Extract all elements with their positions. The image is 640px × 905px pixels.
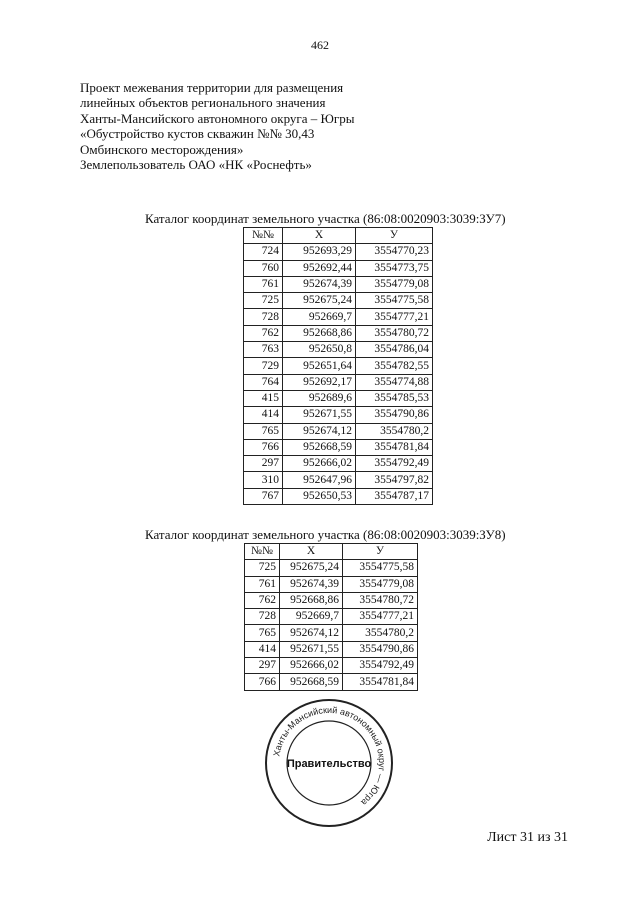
cell-y: 3554782,55 bbox=[356, 358, 433, 374]
cell-point-number: 766 bbox=[244, 439, 283, 455]
table-row bbox=[244, 407, 433, 423]
header-line: Проект межевания территории для размещения bbox=[80, 80, 344, 95]
cell-y: 3554797,82 bbox=[356, 472, 433, 488]
cell-x: 952671,55 bbox=[280, 641, 343, 657]
table-row bbox=[244, 260, 433, 276]
cell-point-number: 760 bbox=[244, 260, 283, 276]
table-header-row bbox=[244, 228, 433, 244]
stamp-center-text: Правительство bbox=[286, 758, 372, 770]
column-header-number: №№ bbox=[244, 228, 283, 244]
table-row bbox=[245, 560, 418, 576]
cell-y: 3554773,75 bbox=[356, 260, 433, 276]
cell-point-number: 765 bbox=[245, 625, 280, 641]
cell-point-number: 414 bbox=[245, 641, 280, 657]
table-row bbox=[244, 488, 433, 504]
cell-x: 952647,96 bbox=[283, 472, 356, 488]
cell-point-number: 310 bbox=[244, 472, 283, 488]
cell-point-number: 764 bbox=[244, 374, 283, 390]
cell-y: 3554780,72 bbox=[356, 325, 433, 341]
cell-x: 952668,59 bbox=[283, 439, 356, 455]
cell-y: 3554777,21 bbox=[343, 609, 418, 625]
cell-x: 952669,7 bbox=[283, 309, 356, 325]
cell-x: 952689,6 bbox=[283, 390, 356, 406]
cell-y: 3554787,17 bbox=[356, 488, 433, 504]
table1-caption: Каталог координат земельного участка (86:08:0020903:3039:ЗУ7) bbox=[145, 211, 506, 226]
table-row bbox=[244, 374, 433, 390]
cell-y: 3554792,49 bbox=[343, 658, 418, 674]
table-row bbox=[244, 309, 433, 325]
table-row bbox=[244, 439, 433, 455]
header-line: «Обустройство кустов скважин №№ 30,43 bbox=[80, 126, 315, 142]
cell-y: 3554779,08 bbox=[343, 576, 418, 592]
header-line: Землепользователь ОАО «НК «Роснефть» bbox=[80, 157, 312, 173]
table-row bbox=[245, 609, 418, 625]
cell-y: 3554775,58 bbox=[356, 293, 433, 309]
sheet-label: Лист 31 из 31 bbox=[487, 830, 568, 845]
table-row bbox=[245, 625, 418, 641]
table-row bbox=[244, 325, 433, 341]
cell-y: 3554780,2 bbox=[343, 625, 418, 641]
cell-point-number: 415 bbox=[244, 390, 283, 406]
table-row bbox=[245, 641, 418, 657]
cell-y: 3554777,21 bbox=[356, 309, 433, 325]
cell-x: 952666,02 bbox=[280, 658, 343, 674]
cell-point-number: 763 bbox=[244, 342, 283, 358]
column-header-x: Х bbox=[280, 544, 343, 560]
table-row bbox=[244, 276, 433, 292]
cell-x: 952669,7 bbox=[280, 609, 343, 625]
cell-y: 3554779,08 bbox=[356, 276, 433, 292]
cell-y: 3554792,49 bbox=[356, 456, 433, 472]
cell-y: 3554785,53 bbox=[356, 390, 433, 406]
table2-caption: Каталог координат земельного участка (86:08:0020903:3039:ЗУ8) bbox=[145, 527, 506, 542]
cell-x: 952671,55 bbox=[283, 407, 356, 423]
cell-point-number: 766 bbox=[245, 674, 280, 690]
cell-point-number: 762 bbox=[245, 592, 280, 608]
table-row bbox=[244, 358, 433, 374]
cell-y: 3554781,84 bbox=[356, 439, 433, 455]
table-row bbox=[245, 576, 418, 592]
cell-point-number: 761 bbox=[245, 576, 280, 592]
cell-x: 952674,39 bbox=[283, 276, 356, 292]
cell-x: 952651,64 bbox=[283, 358, 356, 374]
table-row bbox=[245, 674, 418, 690]
cell-point-number: 725 bbox=[244, 293, 283, 309]
cell-x: 952674,39 bbox=[280, 576, 343, 592]
cell-point-number: 297 bbox=[244, 456, 283, 472]
table-header-row bbox=[245, 544, 418, 560]
cell-x: 952650,53 bbox=[283, 488, 356, 504]
cell-x: 952674,12 bbox=[283, 423, 356, 439]
table-row bbox=[244, 342, 433, 358]
cell-y: 3554780,2 bbox=[356, 423, 433, 439]
cell-y: 3554770,23 bbox=[356, 244, 433, 260]
cell-x: 952668,59 bbox=[280, 674, 343, 690]
cell-y: 3554774,88 bbox=[356, 374, 433, 390]
coordinates-table-zu8 bbox=[244, 543, 418, 691]
header-line: Омбинского месторождения» bbox=[80, 141, 244, 157]
cell-y: 3554781,84 bbox=[343, 674, 418, 690]
cell-point-number: 297 bbox=[245, 658, 280, 674]
column-header-number: №№ bbox=[245, 544, 280, 560]
stamp-ring-text: Ханты-Мансийский автономный округ — Югра bbox=[271, 704, 388, 808]
table-row bbox=[244, 244, 433, 260]
cell-x: 952675,24 bbox=[283, 293, 356, 309]
page-number: 462 bbox=[311, 38, 329, 52]
cell-x: 952674,12 bbox=[280, 625, 343, 641]
table-row bbox=[244, 423, 433, 439]
cell-point-number: 761 bbox=[244, 276, 283, 292]
cell-point-number: 728 bbox=[245, 609, 280, 625]
cell-y: 3554775,58 bbox=[343, 560, 418, 576]
cell-point-number: 767 bbox=[244, 488, 283, 504]
cell-x: 952650,8 bbox=[283, 342, 356, 358]
cell-x: 952693,29 bbox=[283, 244, 356, 260]
cell-x: 952675,24 bbox=[280, 560, 343, 576]
cell-point-number: 729 bbox=[244, 358, 283, 374]
cell-y: 3554786,04 bbox=[356, 342, 433, 358]
cell-point-number: 728 bbox=[244, 309, 283, 325]
header-line: линейных объектов регионального значения bbox=[80, 95, 326, 111]
table-row bbox=[245, 658, 418, 674]
cell-y: 3554780,72 bbox=[343, 592, 418, 608]
cell-x: 952668,86 bbox=[283, 325, 356, 341]
header-line: Ханты-Мансийского автономного округа – Югры bbox=[80, 110, 355, 126]
document-header bbox=[80, 80, 420, 172]
cell-point-number: 414 bbox=[244, 407, 283, 423]
cell-point-number: 725 bbox=[245, 560, 280, 576]
cell-x: 952692,44 bbox=[283, 260, 356, 276]
cell-x: 952668,86 bbox=[280, 592, 343, 608]
column-header-y: У bbox=[356, 228, 433, 244]
coordinates-table-zu7 bbox=[243, 227, 433, 505]
table-row bbox=[244, 390, 433, 406]
cell-y: 3554790,86 bbox=[343, 641, 418, 657]
column-header-x: Х bbox=[283, 228, 356, 244]
cell-x: 952666,02 bbox=[283, 456, 356, 472]
government-seal-stamp bbox=[264, 698, 394, 828]
cell-point-number: 724 bbox=[244, 244, 283, 260]
table-row bbox=[244, 472, 433, 488]
table-row bbox=[244, 456, 433, 472]
cell-point-number: 765 bbox=[244, 423, 283, 439]
table-row bbox=[245, 592, 418, 608]
table-row bbox=[244, 293, 433, 309]
column-header-y: У bbox=[343, 544, 418, 560]
cell-point-number: 762 bbox=[244, 325, 283, 341]
cell-x: 952692,17 bbox=[283, 374, 356, 390]
cell-y: 3554790,86 bbox=[356, 407, 433, 423]
